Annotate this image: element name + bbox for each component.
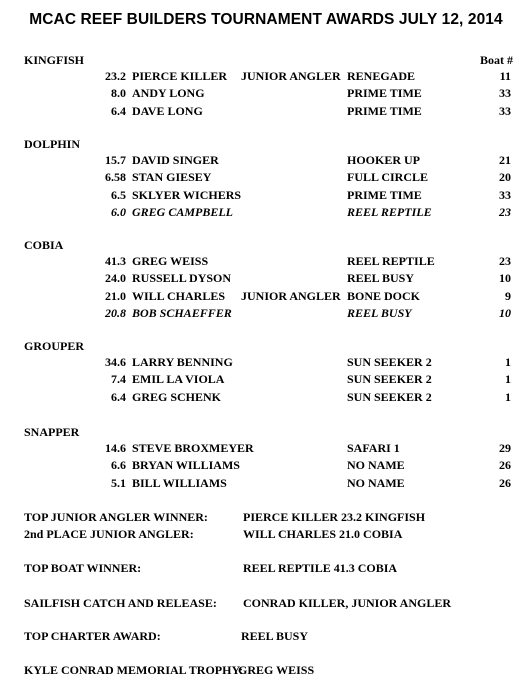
boat-name: REEL BUSY [347, 271, 415, 286]
weight-cell: 15.7 [105, 153, 126, 167]
angler-name: GREG SCHENK [132, 389, 222, 404]
result-row [0, 188, 532, 202]
result-row [0, 441, 532, 455]
weight-cell: 34.6 [105, 355, 126, 369]
angler-name: LARRY BENNING [132, 355, 233, 369]
angler-name: BILL WILLIAMS [132, 475, 227, 490]
boat-name: SUN SEEKER 2 [347, 355, 432, 369]
summary-value: REEL REPTILE 41.3 COBIA [243, 561, 398, 575]
angler-name: PIERCE KILLER [132, 69, 228, 83]
boat-number: 10 [499, 271, 511, 286]
boat-name: FULL CIRCLE [347, 170, 429, 185]
boat-number: 23 [499, 204, 511, 219]
weight-cell: 6.4 [111, 103, 126, 118]
angler-name: RUSSELL DYSON [132, 271, 232, 286]
boat-number: 10 [499, 305, 511, 320]
weight-cell: 6.58 [105, 170, 126, 185]
boat-number: 20 [499, 170, 511, 185]
angler-name: STAN GIESEY [132, 170, 212, 185]
boat-number: 26 [499, 475, 511, 490]
summary-value: GREG WEISS [238, 663, 315, 677]
boat-name: BONE DOCK [347, 288, 421, 303]
summary-value: CONRAD KILLER, JUNIOR ANGLER [243, 596, 452, 610]
result-row [0, 170, 532, 184]
angler-name: GREG CAMPBELL [132, 204, 234, 219]
summary-label: TOP BOAT WINNER: [24, 561, 142, 575]
boat-number: 29 [499, 441, 511, 455]
category-heading: DOLPHIN [24, 137, 81, 151]
boat-name: REEL REPTILE [347, 204, 432, 219]
result-row [0, 390, 532, 404]
result-row [0, 355, 532, 369]
weight-cell: 8.0 [111, 86, 126, 101]
boat-number: 33 [499, 187, 511, 202]
boat-name: SUN SEEKER 2 [347, 372, 432, 387]
page-title: MCAC REEF BUILDERS TOURNAMENT AWARDS JULY 12, 2014 [29, 11, 503, 28]
result-row [0, 254, 532, 268]
boat-number: 1 [505, 389, 511, 404]
weight-cell: 14.6 [105, 441, 126, 455]
angler-name: SKLYER WICHERS [132, 187, 242, 202]
boat-name: NO NAME [347, 475, 405, 490]
result-row [0, 306, 532, 320]
boat-number: 23 [499, 254, 511, 268]
weight-cell: 6.4 [111, 389, 126, 404]
summary-label: 2nd PLACE JUNIOR ANGLER: [24, 527, 194, 541]
junior-angler-tag: JUNIOR ANGLER [241, 288, 341, 303]
weight-cell: 5.1 [111, 475, 126, 490]
summary-label: TOP CHARTER AWARD: [24, 629, 161, 643]
summary-value: WILL CHARLES 21.0 COBIA [243, 527, 403, 541]
result-row [0, 86, 532, 100]
boat-name: SUN SEEKER 2 [347, 389, 432, 404]
boat-number: 26 [499, 458, 511, 473]
summary-label: SAILFISH CATCH AND RELEASE: [24, 596, 217, 610]
boat-number: 1 [505, 355, 511, 369]
angler-name: STEVE BROXMEYER [132, 441, 254, 455]
weight-cell: 6.5 [111, 187, 126, 202]
weight-cell: 24.0 [105, 271, 126, 286]
result-row [0, 271, 532, 285]
result-row [0, 69, 532, 83]
angler-name: WILL CHARLES [132, 288, 226, 303]
boat-number: 11 [499, 69, 511, 83]
boat-name: NO NAME [347, 458, 405, 473]
boat-name: HOOKER UP [347, 153, 421, 167]
angler-name: GREG WEISS [132, 254, 209, 268]
weight-cell: 21.0 [105, 288, 126, 303]
angler-name: DAVE LONG [132, 103, 203, 118]
boat-name: PRIME TIME [347, 187, 422, 202]
junior-angler-tag: JUNIOR ANGLER [241, 69, 341, 83]
result-row [0, 458, 532, 472]
weight-cell: 6.6 [111, 458, 126, 473]
summary-value: REEL BUSY [241, 629, 309, 643]
summary-value: PIERCE KILLER 23.2 KINGFISH [243, 510, 426, 524]
boat-name: REEL BUSY [347, 305, 412, 320]
category-heading: COBIA [24, 238, 64, 252]
category-heading: KINGFISH [24, 53, 85, 67]
angler-name: EMIL LA VIOLA [132, 372, 225, 387]
summary-label: KYLE CONRAD MEMORIAL TROPHY: [24, 663, 244, 677]
category-heading: GROUPER [24, 339, 84, 353]
result-row [0, 476, 532, 490]
weight-cell: 7.4 [111, 372, 126, 387]
boat-name: REEL REPTILE [347, 254, 435, 268]
result-row [0, 205, 532, 219]
result-row [0, 153, 532, 167]
boat-name: RENEGADE [347, 69, 416, 83]
boat-name: PRIME TIME [347, 103, 422, 118]
summary-label: TOP JUNIOR ANGLER WINNER: [24, 510, 208, 524]
angler-name: DAVID SINGER [132, 153, 219, 167]
boat-name: PRIME TIME [347, 86, 422, 101]
angler-name: BOB SCHAEFFER [132, 305, 232, 320]
weight-cell: 20.8 [105, 305, 126, 320]
boat-number: 33 [499, 86, 511, 101]
result-row [0, 372, 532, 386]
result-row [0, 104, 532, 118]
boat-number-header: Boat # [480, 53, 513, 67]
angler-name: BRYAN WILLIAMS [132, 458, 240, 473]
boat-name: SAFARI 1 [347, 441, 400, 455]
category-heading: SNAPPER [24, 425, 80, 439]
angler-name: ANDY LONG [132, 86, 205, 101]
weight-cell: 6.0 [111, 204, 126, 219]
weight-cell: 41.3 [105, 254, 126, 268]
result-row [0, 289, 532, 303]
weight-cell: 23.2 [105, 69, 126, 83]
boat-number: 1 [505, 372, 511, 387]
boat-number: 33 [499, 103, 511, 118]
boat-number: 21 [499, 153, 511, 167]
boat-number: 9 [505, 288, 511, 303]
